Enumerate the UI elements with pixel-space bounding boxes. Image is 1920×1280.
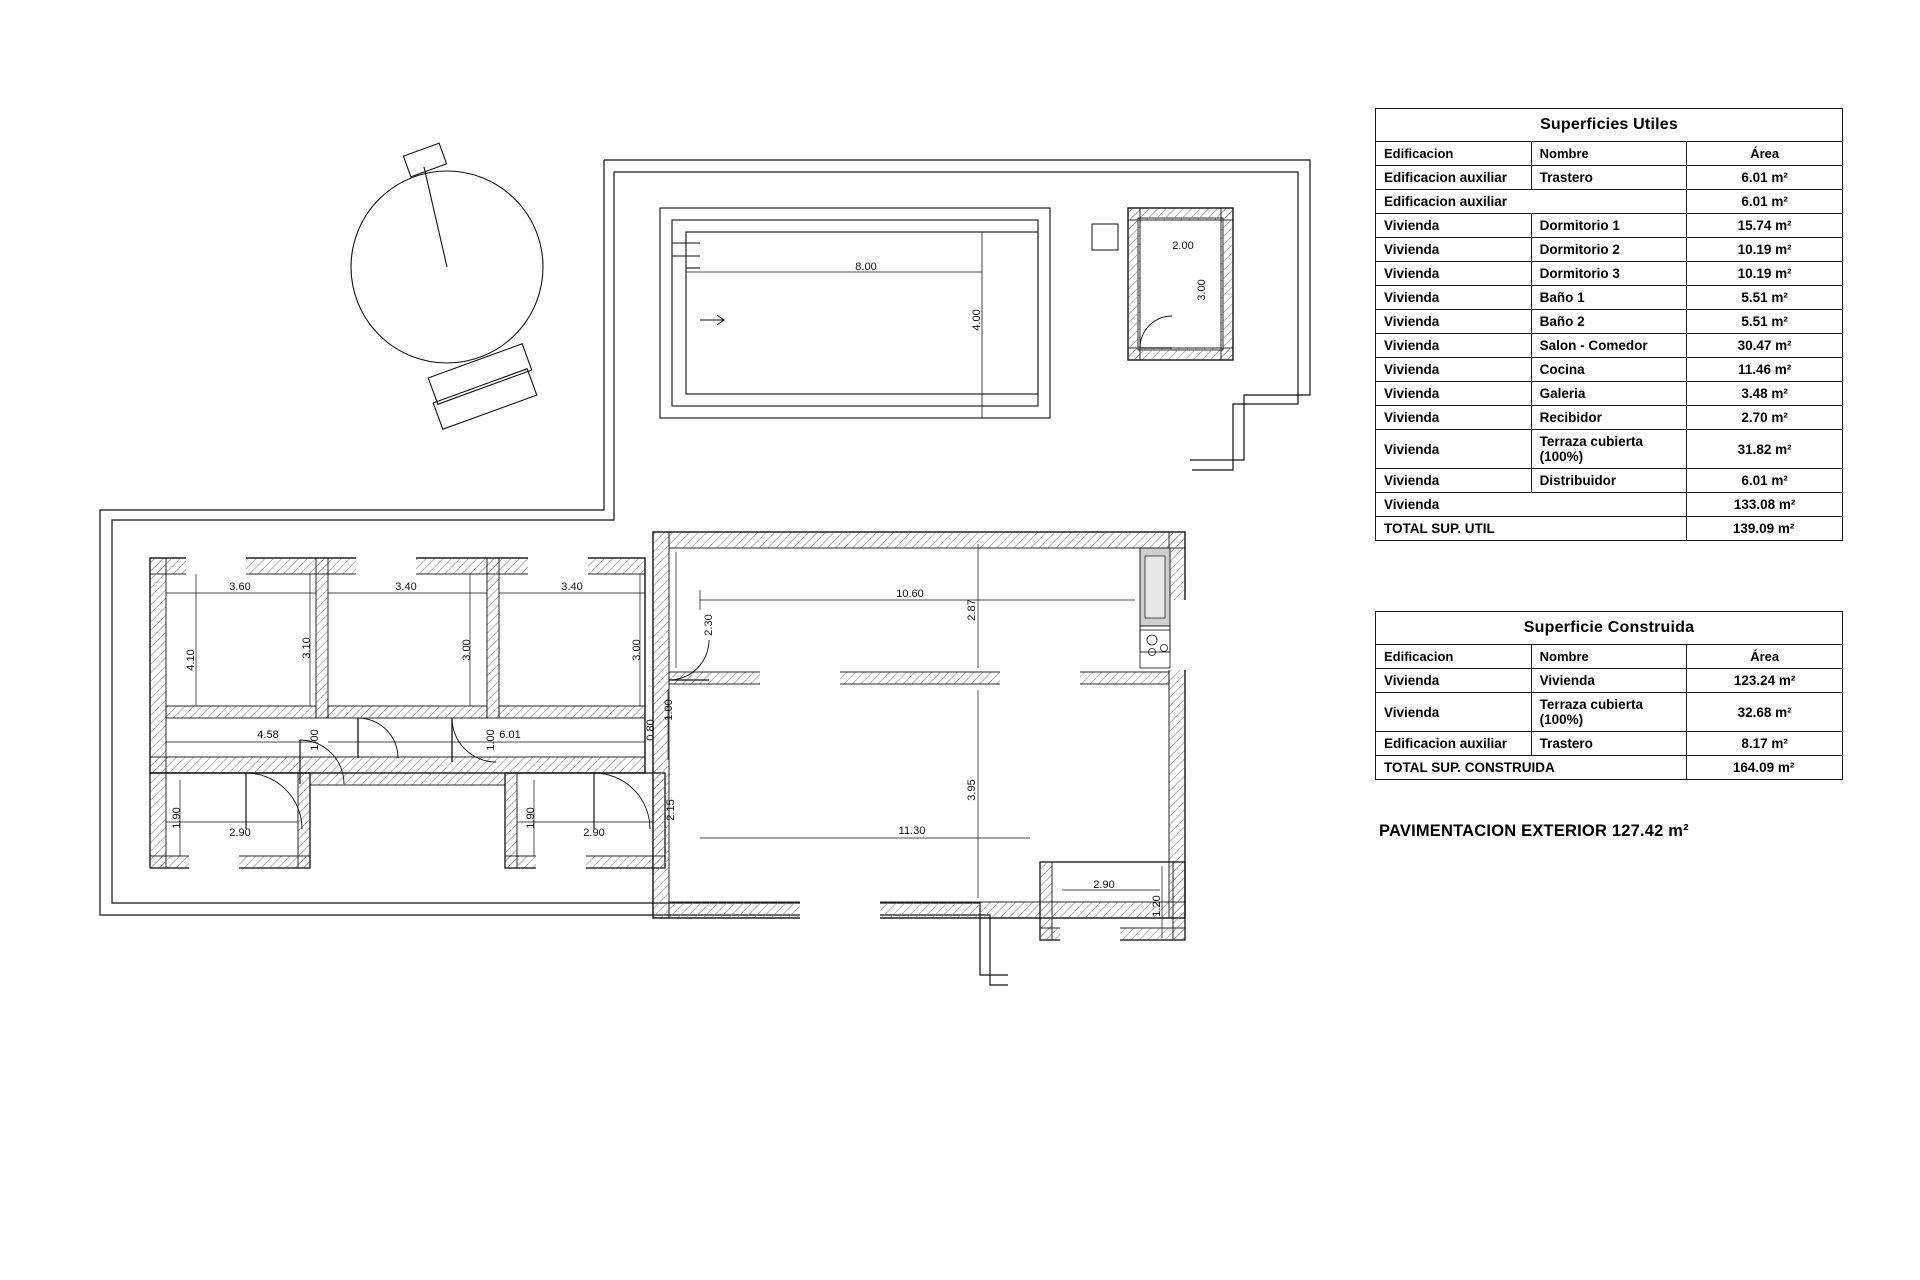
cell-edificacion: Vivienda xyxy=(1376,382,1532,406)
table-row xyxy=(1376,238,1843,262)
table-row xyxy=(1376,358,1843,382)
dim-door1: 1.00 xyxy=(309,729,321,751)
pool-length-label: 8.00 xyxy=(855,261,877,273)
table-header-row xyxy=(1376,645,1843,669)
cell-nombre: Baño 2 xyxy=(1531,310,1687,334)
table-row-subtotal xyxy=(1376,190,1843,214)
cell-subtotal-label: Vivienda xyxy=(1376,493,1687,517)
cell-edificacion: Vivienda xyxy=(1376,214,1532,238)
cell-area: 32.68 m² xyxy=(1687,693,1843,732)
table-row xyxy=(1376,669,1843,693)
dim-bath2-depth: 1.90 xyxy=(525,807,537,829)
table-row-total xyxy=(1376,756,1843,780)
table-row xyxy=(1376,286,1843,310)
cell-nombre: Terraza cubierta (100%) xyxy=(1531,693,1687,732)
cell-nombre: Trastero xyxy=(1531,732,1687,756)
pool-dimensions xyxy=(686,232,983,418)
utiles-total-label: TOTAL SUP. UTIL xyxy=(1376,517,1687,541)
cell-subtotal-area: 6.01 m² xyxy=(1687,190,1843,214)
dim-salon-depth: 3.95 xyxy=(966,779,978,801)
pavimentacion-exterior-note: PAVIMENTACION EXTERIOR 127.42 m² xyxy=(1379,822,1689,840)
cell-area: 5.51 m² xyxy=(1687,310,1843,334)
cell-nombre: Dormitorio 1 xyxy=(1531,214,1687,238)
table-title-row xyxy=(1376,109,1843,142)
cell-nombre: Galeria xyxy=(1531,382,1687,406)
construida-title: Superficie Construida xyxy=(1376,612,1843,645)
cell-edificacion: Vivienda xyxy=(1376,693,1532,732)
construida-total-value: 164.09 m² xyxy=(1687,756,1843,780)
table-row xyxy=(1376,382,1843,406)
cell-area: 10.19 m² xyxy=(1687,262,1843,286)
cell-edificacion: Vivienda xyxy=(1376,286,1532,310)
cell-edificacion: Vivienda xyxy=(1376,469,1532,493)
table-row-total xyxy=(1376,517,1843,541)
superficie-construida-table xyxy=(1375,611,1843,780)
cell-area: 10.19 m² xyxy=(1687,238,1843,262)
dim-kitchen-h: 2.15 xyxy=(665,799,677,821)
shed-width-label: 2.00 xyxy=(1172,240,1194,252)
cell-nombre: Trastero xyxy=(1531,166,1687,190)
cell-area: 6.01 m² xyxy=(1687,166,1843,190)
cell-area: 3.48 m² xyxy=(1687,382,1843,406)
header-area: Área xyxy=(1687,142,1843,166)
table-row xyxy=(1376,214,1843,238)
cell-area: 30.47 m² xyxy=(1687,334,1843,358)
swimming-pool xyxy=(660,208,1050,418)
dim-door2: 1.00 xyxy=(485,729,497,751)
cell-nombre: Recibidor xyxy=(1531,406,1687,430)
table-row xyxy=(1376,166,1843,190)
dim-door3: 1.00 xyxy=(663,699,675,721)
dim-bath1-depth: 1.90 xyxy=(171,807,183,829)
cell-area: 5.51 m² xyxy=(1687,286,1843,310)
dim-corridor: 2.30 xyxy=(703,614,715,636)
dim-bed3-width: 3.40 xyxy=(561,581,583,593)
cell-edificacion: Vivienda xyxy=(1376,358,1532,382)
cell-nombre: Terraza cubierta (100%) xyxy=(1531,430,1687,469)
table-row xyxy=(1376,693,1843,732)
table-row-subtotal xyxy=(1376,493,1843,517)
table-row xyxy=(1376,406,1843,430)
header-edificacion: Edificacion xyxy=(1376,142,1532,166)
table-header-row xyxy=(1376,142,1843,166)
dim-bath1-width: 2.90 xyxy=(229,827,251,839)
dim-salon-width: 2.87 xyxy=(966,599,978,621)
cell-edificacion: Edificacion auxiliar xyxy=(1376,732,1532,756)
pool-width-label: 4.00 xyxy=(971,309,983,331)
table-row xyxy=(1376,732,1843,756)
cell-subtotal-label: Edificacion auxiliar xyxy=(1376,190,1687,214)
cell-area: 123.24 m² xyxy=(1687,669,1843,693)
cell-edificacion: Vivienda xyxy=(1376,238,1532,262)
cell-area: 11.46 m² xyxy=(1687,358,1843,382)
cell-area: 6.01 m² xyxy=(1687,469,1843,493)
dim-galeria-depth: 1.20 xyxy=(1151,895,1163,917)
cell-area: 31.82 m² xyxy=(1687,430,1843,469)
cell-edificacion: Vivienda xyxy=(1376,262,1532,286)
cell-nombre: Dormitorio 3 xyxy=(1531,262,1687,286)
cell-nombre: Salon - Comedor xyxy=(1531,334,1687,358)
table-spacer xyxy=(1375,541,1865,611)
utiles-title: Superficies Utiles xyxy=(1376,109,1843,142)
cell-edificacion: Vivienda xyxy=(1376,430,1532,469)
table-title-row xyxy=(1376,612,1843,645)
cell-nombre: Distribuidor xyxy=(1531,469,1687,493)
dim-terrace-len: 11.30 xyxy=(898,825,926,837)
cell-subtotal-area: 133.08 m² xyxy=(1687,493,1843,517)
cell-edificacion: Vivienda xyxy=(1376,669,1532,693)
cell-area: 8.17 m² xyxy=(1687,732,1843,756)
utiles-total-value: 139.09 m² xyxy=(1687,517,1843,541)
dim-bed1-depth: 4.10 xyxy=(185,649,197,671)
cell-edificacion: Edificacion auxiliar xyxy=(1376,166,1532,190)
table-row xyxy=(1376,334,1843,358)
cell-edificacion: Vivienda xyxy=(1376,406,1532,430)
storage-shed xyxy=(1092,208,1233,360)
cell-area: 15.74 m² xyxy=(1687,214,1843,238)
cell-edificacion: Vivienda xyxy=(1376,310,1532,334)
construida-total-label: TOTAL SUP. CONSTRUIDA xyxy=(1376,756,1687,780)
header-nombre: Nombre xyxy=(1531,645,1687,669)
cell-nombre: Dormitorio 2 xyxy=(1531,238,1687,262)
dim-bed1-inner: 3.10 xyxy=(301,637,313,659)
areas-panel xyxy=(1375,108,1865,841)
dim-galeria-width: 2.90 xyxy=(1093,879,1115,891)
shed-depth-label: 3.00 xyxy=(1196,279,1208,301)
header-area: Área xyxy=(1687,645,1843,669)
cell-nombre: Vivienda xyxy=(1531,669,1687,693)
dim-hall-width: 4.58 xyxy=(257,729,279,741)
wall-openings xyxy=(186,557,1186,941)
cell-edificacion: Vivienda xyxy=(1376,334,1532,358)
dim-salon-len: 10.60 xyxy=(896,588,924,600)
table-row xyxy=(1376,469,1843,493)
dim-bed1-width: 3.60 xyxy=(229,581,251,593)
dim-door4: 0.80 xyxy=(645,719,657,741)
cell-nombre: Baño 1 xyxy=(1531,286,1687,310)
tree-decoration xyxy=(351,143,543,429)
table-row xyxy=(1376,262,1843,286)
cell-area: 2.70 m² xyxy=(1687,406,1843,430)
dim-bath2-width: 2.90 xyxy=(583,827,605,839)
superficies-utiles-table xyxy=(1375,108,1843,541)
header-nombre: Nombre xyxy=(1531,142,1687,166)
kitchen-fixtures xyxy=(1140,548,1170,668)
dim-bed3-depth: 3.00 xyxy=(631,639,643,661)
header-edificacion: Edificacion xyxy=(1376,645,1532,669)
cell-nombre: Cocina xyxy=(1531,358,1687,382)
dim-bed2-depth: 3.00 xyxy=(461,639,473,661)
table-row xyxy=(1376,430,1843,469)
dim-bed2-width: 3.40 xyxy=(395,581,417,593)
dim-hall-len: 6.01 xyxy=(499,729,521,741)
table-row xyxy=(1376,310,1843,334)
